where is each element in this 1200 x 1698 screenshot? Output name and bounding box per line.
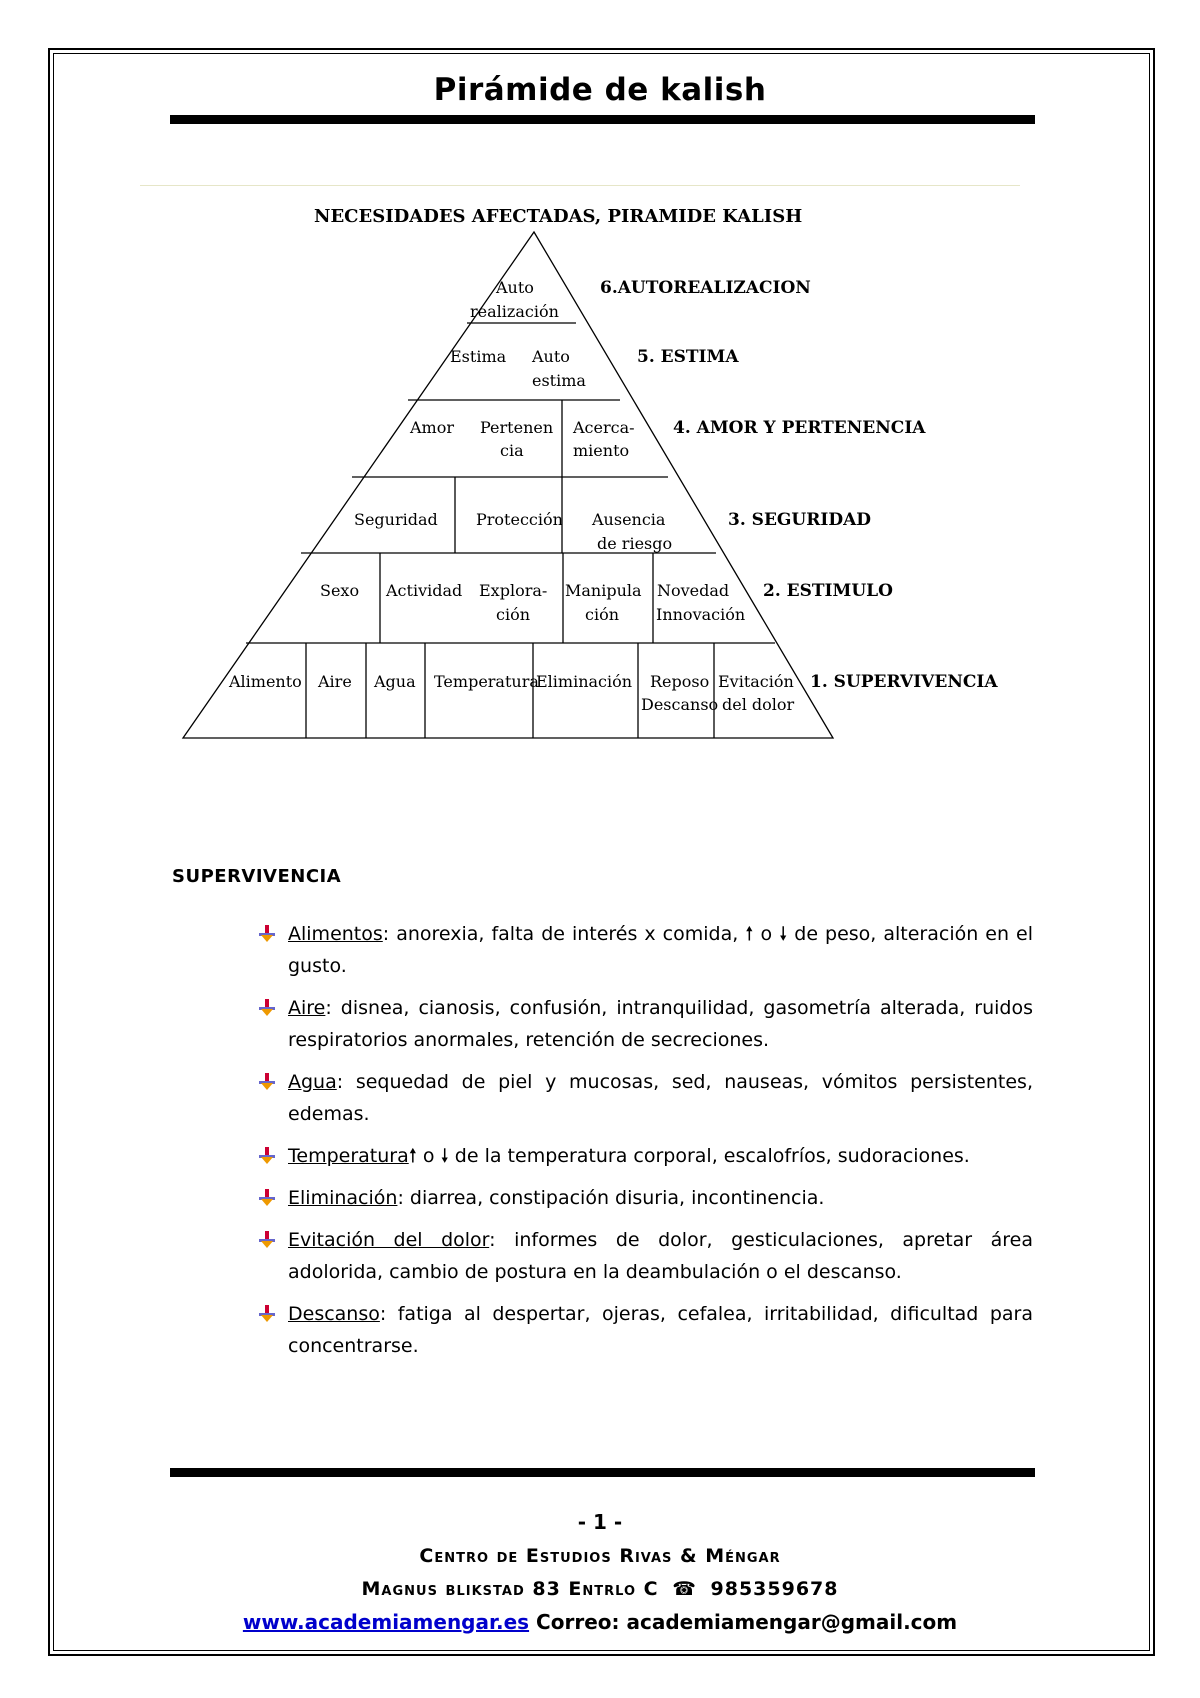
symptom-list (258, 918, 1033, 1372)
cell-manipulacion-line1: Manipula (565, 581, 642, 600)
cell-reposo-line1: Reposo (650, 672, 710, 691)
cell-estima: Estima (450, 347, 507, 366)
level-1-label: 1. SUPERVIVENCIA (810, 672, 998, 692)
item-text: : disnea, cianosis, confusión, intranquilidad, gasometría alterada, ruidos respiratorios anormales, retención de secreciones. (288, 997, 1033, 1051)
cell-exploracion-line2: ción (496, 605, 531, 624)
item-text: : fatiga al despertar, ojeras, cefalea, irritabilidad, dificultad para concentrarse. (288, 1303, 1033, 1357)
list-item (258, 1224, 1033, 1288)
arrow-down-icon: 🠗 (440, 1145, 449, 1167)
item-term: Alimentos (288, 923, 383, 945)
contact-line (0, 1610, 1200, 1634)
cell-pertenencia-line2: cia (500, 441, 524, 460)
cell-actividad: Actividad (386, 581, 463, 600)
list-item (258, 918, 1033, 982)
footer-rule (170, 1468, 1035, 1477)
item-text: de la temperatura corporal, escalofríos, sudoraciones. (448, 1145, 970, 1167)
arrow-down-bullet-icon (258, 1305, 276, 1323)
email-label: Correo: (536, 1610, 620, 1634)
arrow-down-bullet-icon (258, 1147, 276, 1165)
arrow-down-bullet-icon (258, 925, 276, 943)
email-address[interactable]: academiamengar@gmail.com (626, 1610, 958, 1634)
address: Magnus blikstad 83 Entrlo C (361, 1578, 659, 1600)
cell-sexo: Sexo (320, 581, 360, 600)
list-item (258, 992, 1033, 1056)
cell-aire: Aire (318, 672, 352, 691)
cell-amor: Amor (410, 418, 455, 437)
cell-acercamiento-line2: miento (573, 441, 630, 460)
page-title: Pirámide de kalish (433, 72, 767, 108)
cell-acercamiento-line1: Acerca- (573, 418, 635, 437)
cell-ausencia-line1: Ausencia (592, 510, 666, 529)
item-term: Descanso (288, 1303, 380, 1325)
item-text: de peso, alteración en el gusto. (288, 923, 1033, 977)
list-item (258, 1140, 1033, 1172)
arrow-down-bullet-icon (258, 1073, 276, 1091)
cell-autoestima-line1: Auto (532, 347, 570, 366)
level-2-label: 2. ESTIMULO (763, 581, 893, 601)
section-heading: SUPERVIVENCIA (172, 866, 342, 887)
cell-manipulacion-line2: ción (585, 605, 620, 624)
cell-autorealizacion-line2: realización (470, 302, 559, 321)
cell-ausencia-line2: de riesgo (597, 534, 673, 553)
cell-pertenencia-line1: Pertenen (480, 418, 554, 437)
cell-novedad-line2: Innovación (656, 605, 746, 624)
list-item (258, 1066, 1033, 1130)
item-text: o (416, 1145, 441, 1167)
cell-alimento: Alimento (229, 672, 302, 691)
item-text: o (753, 923, 780, 945)
cell-eliminacion: Eliminación (536, 672, 633, 691)
cell-proteccion: Protección (476, 510, 563, 529)
level-3-label: 3. SEGURIDAD (728, 510, 871, 530)
level-5-label: 5. ESTIMA (637, 347, 739, 367)
arrow-down-bullet-icon (258, 1231, 276, 1249)
arrow-up-icon: 🠕 (408, 1145, 417, 1167)
item-term: Evitación del dolor (288, 1229, 490, 1251)
telephone-icon: ☎ (672, 1578, 697, 1600)
item-text: : diarrea, constipación disuria, incontinencia. (397, 1187, 825, 1209)
cell-agua: Agua (374, 672, 416, 691)
kalish-pyramid-diagram (0, 0, 1200, 760)
arrow-down-bullet-icon (258, 999, 276, 1017)
website-link[interactable]: www.academiamengar.es (242, 1610, 530, 1634)
cell-temperatura: Temperatura (434, 672, 539, 691)
item-text: : anorexia, falta de interés x comida, (382, 923, 746, 945)
arrow-down-bullet-icon (258, 1189, 276, 1207)
item-term: Temperatura (288, 1145, 409, 1167)
item-text: : sequedad de piel y mucosas, sed, nauseas, vómitos persistentes, edemas. (288, 1071, 1033, 1125)
arrow-up-icon: 🠕 (745, 923, 754, 945)
cell-reposo-line2: Descanso (641, 695, 719, 714)
item-term: Eliminación (288, 1187, 398, 1209)
cell-seguridad: Seguridad (354, 510, 438, 529)
list-item (258, 1298, 1033, 1362)
list-item (258, 1182, 1033, 1214)
cell-evitacion-line2: del dolor (722, 695, 795, 714)
cell-evitacion-line1: Evitación (718, 672, 794, 691)
cell-autorealizacion-line1: Auto (496, 278, 534, 297)
item-text: : informes de dolor, gesticulaciones, apretar área adolorida, cambio de postura en la deambulación o el descanso. (288, 1229, 1034, 1283)
level-4-label: 4. AMOR Y PERTENENCIA (673, 418, 926, 438)
cell-autoestima-line2: estima (532, 371, 586, 390)
cell-novedad-line1: Novedad (657, 581, 730, 600)
item-term: Agua (288, 1071, 337, 1093)
center-name: Centro de Estudios Rivas & Méngar (419, 1545, 781, 1567)
item-term: Aire (288, 997, 326, 1019)
pyramid-heading: NECESIDADES AFECTADAS, PIRAMIDE KALISH (314, 206, 803, 227)
page-number: - 1 - (577, 1510, 623, 1534)
level-6-label: 6.AUTOREALIZACION (600, 278, 811, 298)
arrow-down-icon: 🠗 (779, 923, 788, 945)
phone-number: 985359678 (710, 1578, 839, 1600)
address-line (0, 1578, 1200, 1600)
cell-exploracion-line1: Explora- (479, 581, 548, 600)
